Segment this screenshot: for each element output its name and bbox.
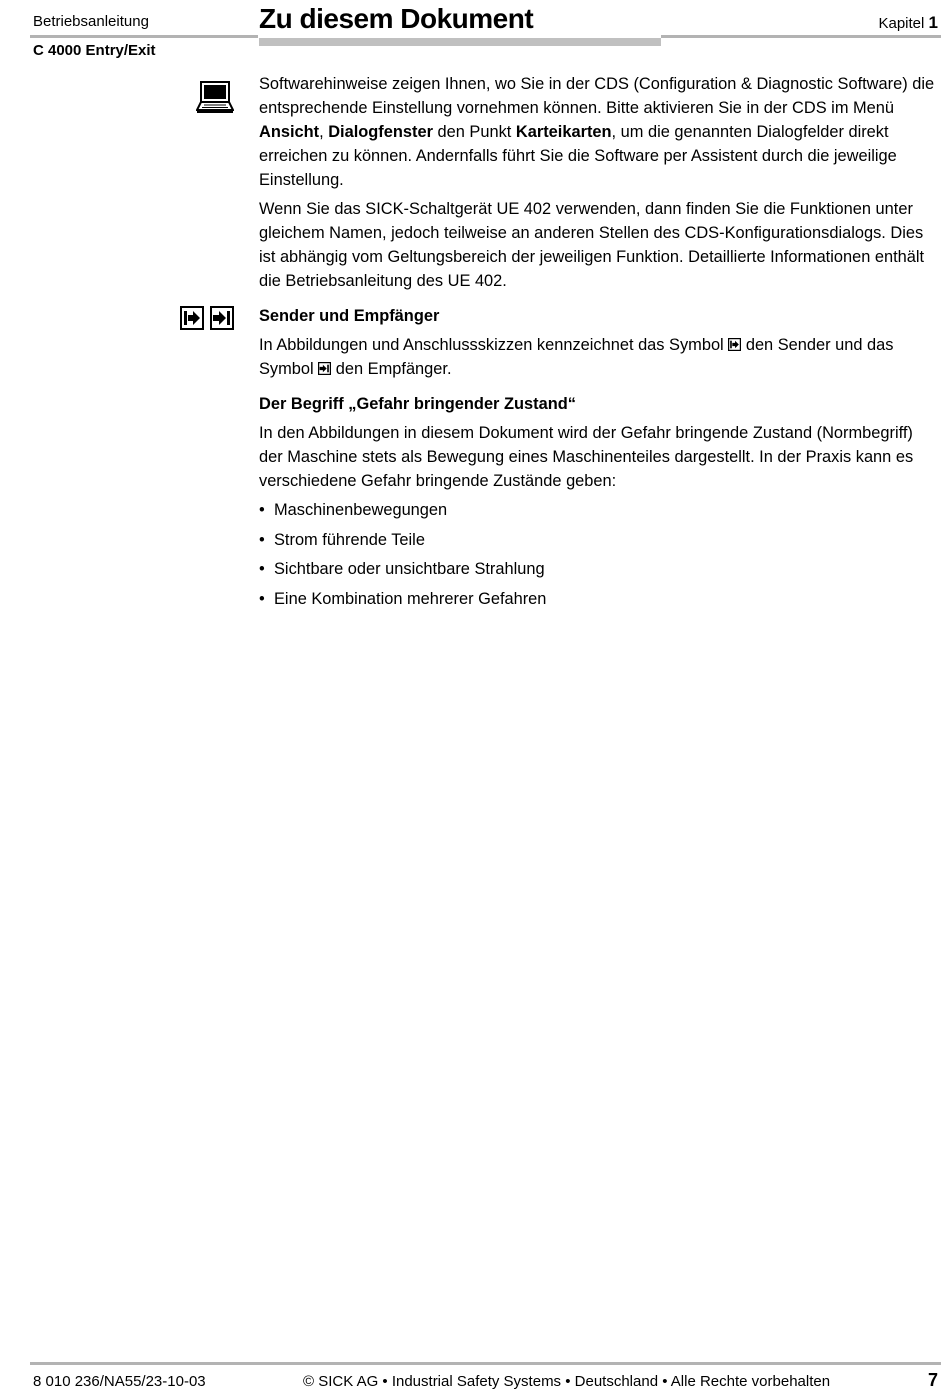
page-number: 7 bbox=[927, 1370, 938, 1390]
menu-dialogfenster: Dialogfenster bbox=[328, 123, 433, 141]
list-item: • Strom führende Teile bbox=[259, 528, 939, 552]
text-span: In Abbildungen und Anschlussskizzen kennzeichnet das Symbol bbox=[259, 336, 724, 354]
page-title: Zu diesem Dokument bbox=[259, 3, 534, 34]
list-item: • Sichtbare oder unsichtbare Strahlung bbox=[259, 557, 939, 581]
text-span: den Sender und das Symbol bbox=[259, 336, 894, 378]
document-type: Betriebsanleitung bbox=[33, 13, 149, 30]
header-divider-right bbox=[661, 35, 941, 38]
section-heading-danger: Der Begriff „Gefahr bringender Zustand“ bbox=[259, 395, 576, 413]
ue402-paragraph: Wenn Sie das SICK-Schaltgerät UE 402 verwenden, dann finden Sie die Funktionen unter gleichem Namen, jedoch teilweise an anderen Stellen des CDS-Konfigurationsdialogs. Dies ist abhängig vom Geltungsbereich der jeweiligen Funktion. Detaillierte Informationen enthält die Betriebsanleitung des UE 402. bbox=[259, 200, 925, 290]
laptop-icon bbox=[196, 80, 234, 116]
title-underline-bar bbox=[259, 38, 661, 46]
chapter-number: 1 bbox=[928, 13, 938, 32]
text-span: , bbox=[319, 123, 329, 141]
copyright-notice: © SICK AG • Industrial Safety Systems • Deutschland • Alle Rechte vorbehalten bbox=[303, 1373, 831, 1390]
text-span: Softwarehinweise zeigen Ihnen, wo Sie in der CDS (Configuration & Diagnostic Software) die entsprechende Einstellung vornehmen können. Bitte aktivieren Sie in der CDS im Menü bbox=[259, 75, 935, 117]
document-number: 8 010 236/NA55/23-10-03 bbox=[33, 1373, 206, 1390]
sender-icon bbox=[180, 306, 204, 330]
text-span: , um die genannten Dialogfelder direkt erreichen zu können. Andernfalls führt Sie die Software per Assistent durch die jeweilige Einstellung. bbox=[259, 123, 897, 189]
list-item: • Eine Kombination mehrerer Gefahren bbox=[259, 587, 939, 611]
header-divider-left bbox=[30, 35, 258, 38]
sender-inline-icon bbox=[728, 338, 741, 351]
receiver-icon bbox=[210, 306, 234, 330]
danger-list bbox=[259, 498, 939, 616]
text-span: den Punkt bbox=[432, 123, 516, 141]
list-item: • Maschinenbewegungen bbox=[259, 498, 939, 522]
software-hint-paragraph bbox=[259, 72, 939, 192]
chapter-indicator bbox=[878, 13, 938, 33]
sender-receiver-paragraph bbox=[259, 333, 939, 381]
text-span: den Empfänger. bbox=[335, 360, 452, 378]
chapter-label: Kapitel bbox=[878, 15, 925, 32]
danger-paragraph: In den Abbildungen in diesem Dokument wird der Gefahr bringende Zustand (Normbegriff) der Maschine stets als Bewegung eines Maschinenteiles dargestellt. In der Praxis kann es verschiedene Gefahr bringende Zustände geben: bbox=[259, 424, 914, 490]
menu-karteikarten: Karteikarten bbox=[515, 123, 612, 141]
receiver-inline-icon bbox=[318, 362, 331, 375]
product-name: C 4000 Entry/Exit bbox=[33, 42, 156, 59]
footer-divider bbox=[30, 1362, 941, 1365]
section-heading-sender: Sender und Empfänger bbox=[259, 307, 440, 325]
menu-ansicht: Ansicht bbox=[259, 123, 320, 141]
